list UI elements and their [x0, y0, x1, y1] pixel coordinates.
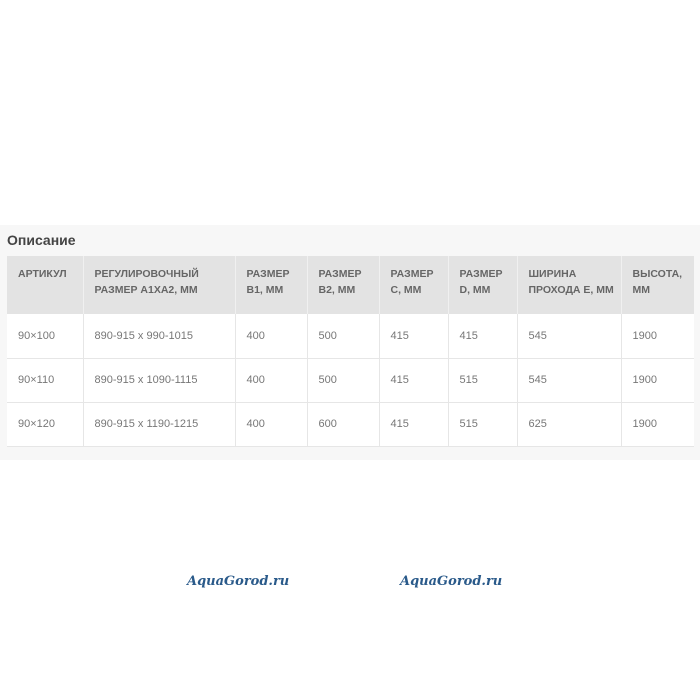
header-height: ВЫСОТА, ММ: [621, 256, 694, 314]
cell-adjust-size: 890-915 x 990-1015: [83, 314, 235, 358]
cell-passage-width: 625: [517, 402, 621, 446]
header-size-b1: РАЗМЕР B1, ММ: [235, 256, 307, 314]
cell-adjust-size: 890-915 x 1090-1115: [83, 358, 235, 402]
cell-size-b1: 400: [235, 358, 307, 402]
table-header-row: [7, 256, 694, 314]
cell-size-b2: 500: [307, 314, 379, 358]
header-article: АРТИКУЛ: [7, 256, 83, 314]
header-size-c: РАЗМЕР C, ММ: [379, 256, 448, 314]
cell-size-d: 415: [448, 314, 517, 358]
section-title: Описание: [7, 232, 76, 248]
cell-article: 90×100: [7, 314, 83, 358]
cell-size-b2: 600: [307, 402, 379, 446]
cell-size-b2: 500: [307, 358, 379, 402]
table-row: [7, 314, 694, 358]
table-row: [7, 402, 694, 446]
cell-size-b1: 400: [235, 402, 307, 446]
cell-article: 90×110: [7, 358, 83, 402]
cell-passage-width: 545: [517, 358, 621, 402]
cell-height: 1900: [621, 314, 694, 358]
cell-passage-width: 545: [517, 314, 621, 358]
cell-article: 90×120: [7, 402, 83, 446]
cell-size-b1: 400: [235, 314, 307, 358]
header-adjust-size: РЕГУЛИРОВОЧНЫЙ РАЗМЕР A1XA2, ММ: [83, 256, 235, 314]
header-size-d: РАЗМЕР D, ММ: [448, 256, 517, 314]
header-passage-width: ШИРИНА ПРОХОДА E, ММ: [517, 256, 621, 314]
cell-height: 1900: [621, 402, 694, 446]
spec-table: [7, 256, 694, 447]
cell-adjust-size: 890-915 x 1190-1215: [83, 402, 235, 446]
table-row: [7, 358, 694, 402]
cell-size-c: 415: [379, 358, 448, 402]
cell-size-c: 415: [379, 314, 448, 358]
cell-size-d: 515: [448, 402, 517, 446]
header-size-b2: РАЗМЕР B2, ММ: [307, 256, 379, 314]
cell-height: 1900: [621, 358, 694, 402]
cell-size-d: 515: [448, 358, 517, 402]
cell-size-c: 415: [379, 402, 448, 446]
watermark-text: AquaGorod.ru: [400, 574, 503, 589]
watermark-text: AquaGorod.ru: [187, 574, 290, 589]
